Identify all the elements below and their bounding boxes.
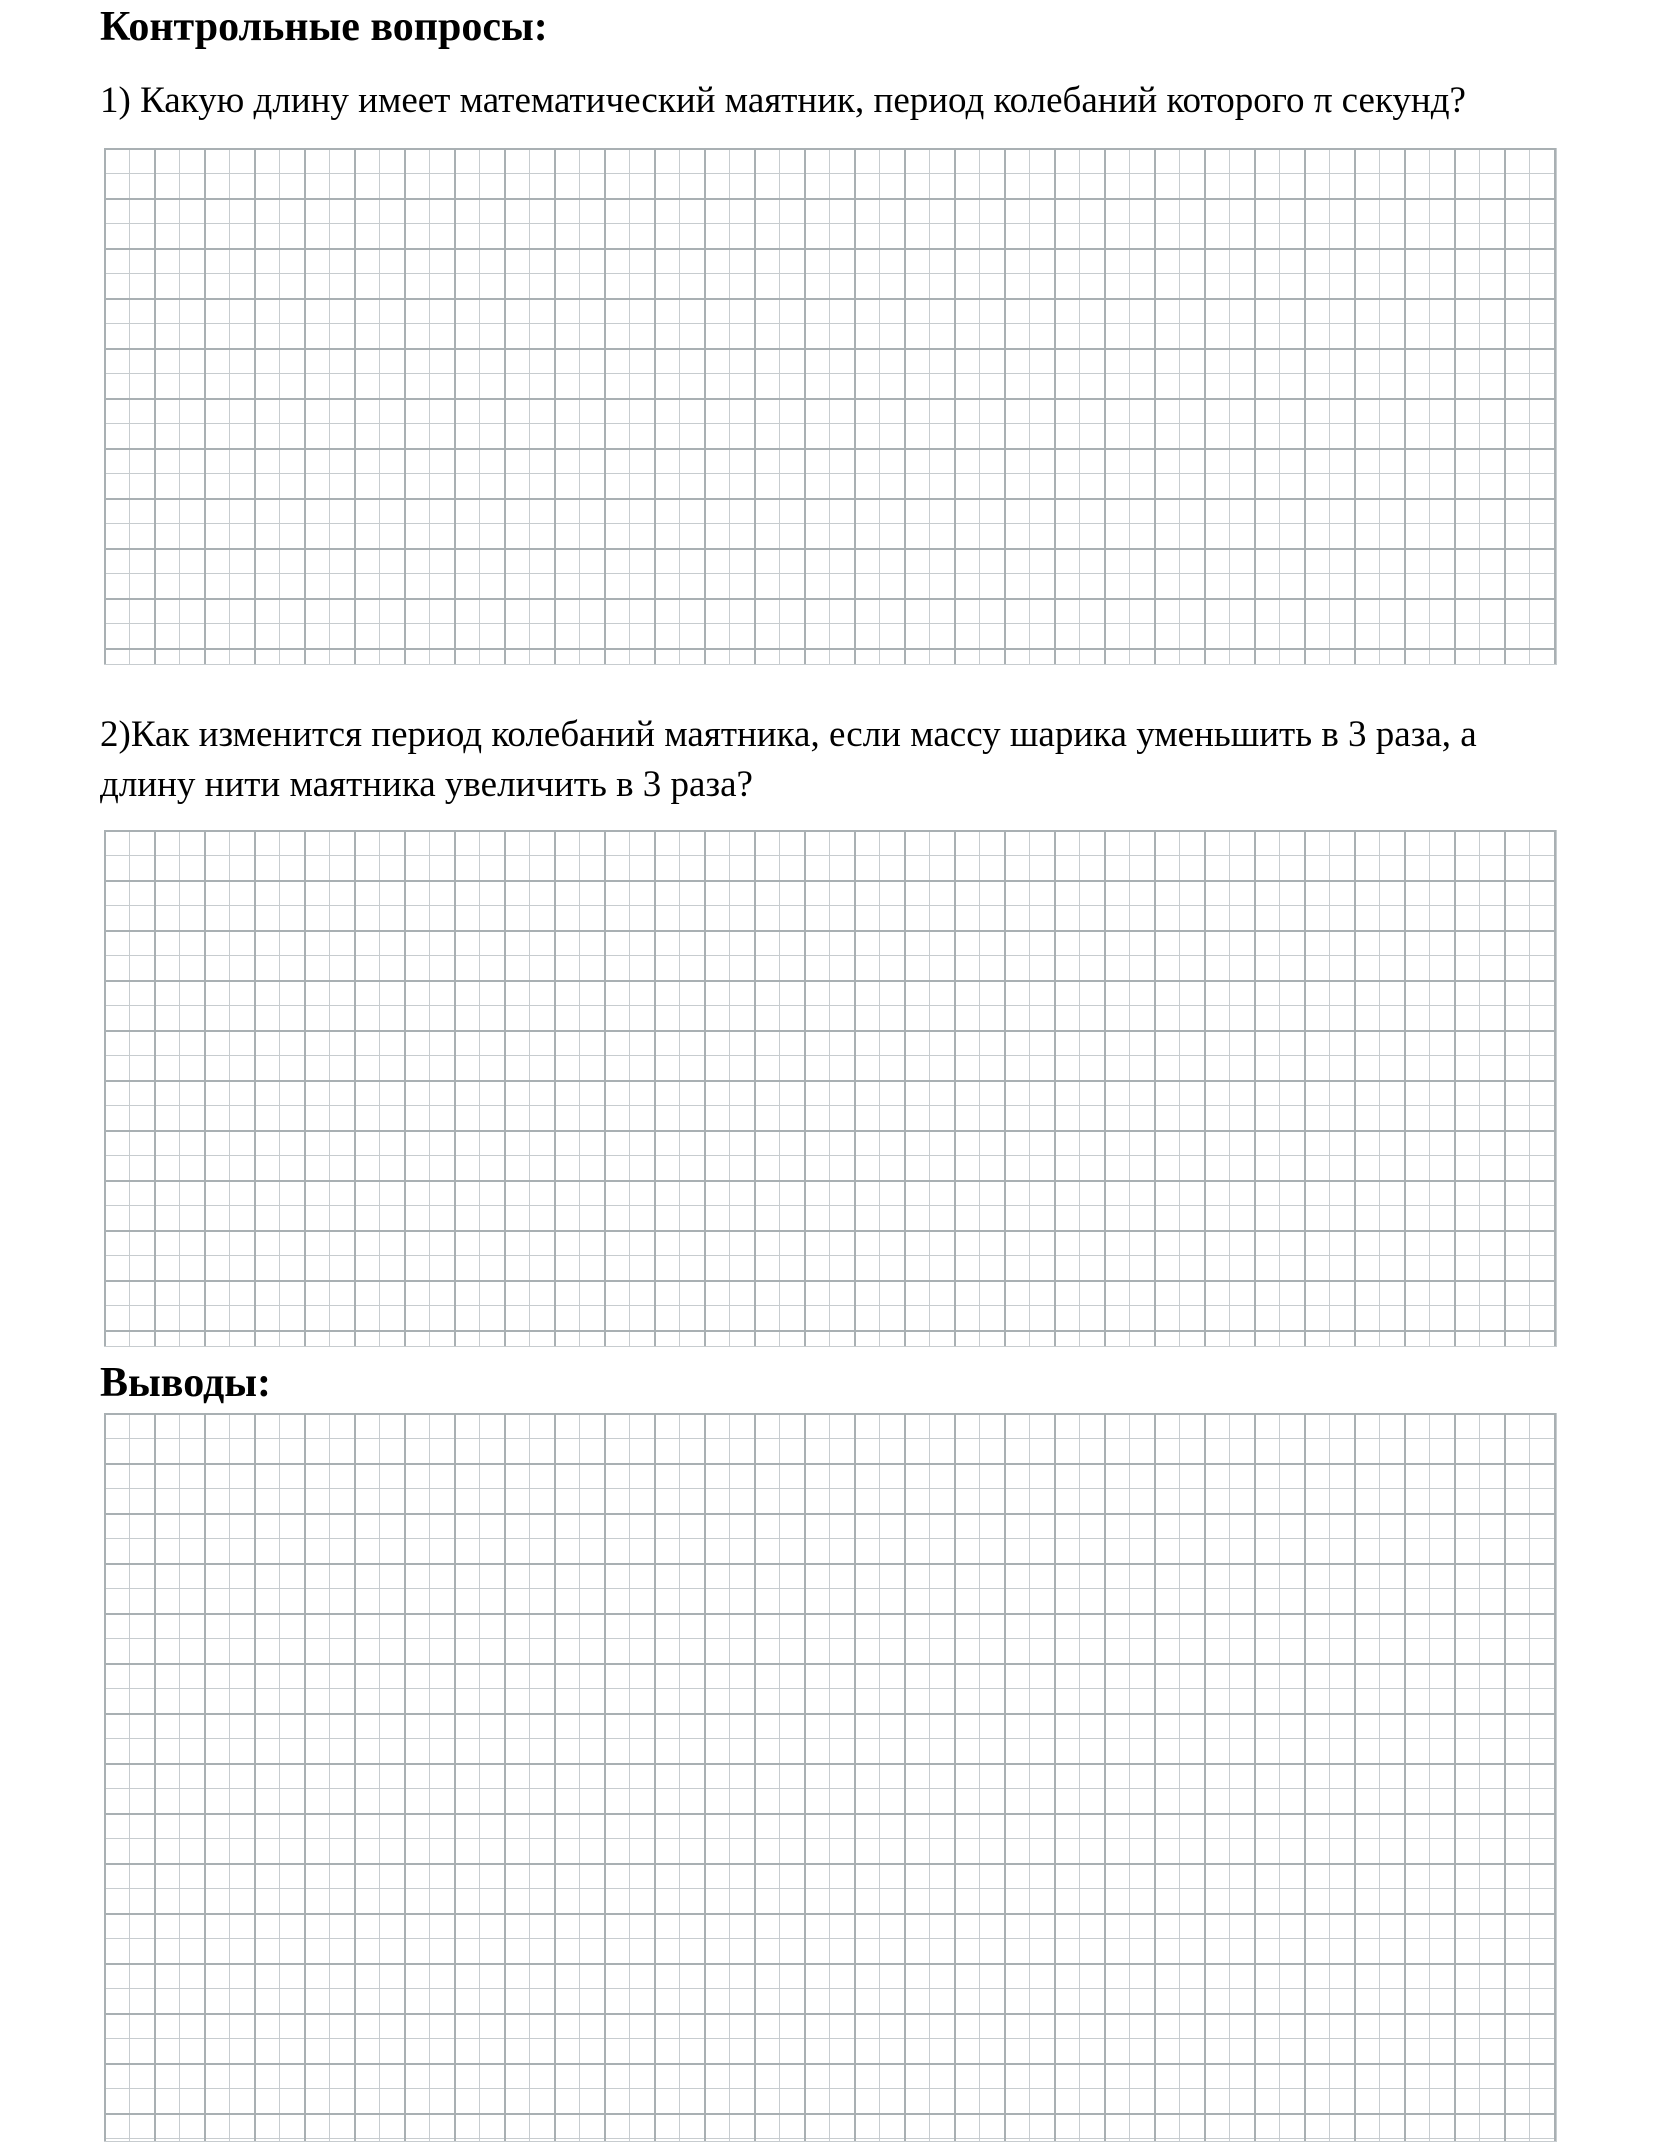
conclusions-heading: Выводы:	[100, 1360, 272, 1406]
answer-grid-question-2[interactable]	[104, 830, 1557, 1347]
question-2-text: 2)Как изменится период колебаний маятника, если массу шарика уменьшить в 3 раза, а длину нити маятника увеличить в 3 раза?	[100, 714, 1477, 805]
question-1-text: 1) Какую длину имеет математический маятник, период колебаний которого π секунд?	[100, 80, 1466, 121]
answer-grid-question-1[interactable]	[104, 148, 1557, 665]
control-questions-heading: Контрольные вопросы:	[100, 4, 548, 50]
conclusions-grid[interactable]	[104, 1413, 1557, 2142]
